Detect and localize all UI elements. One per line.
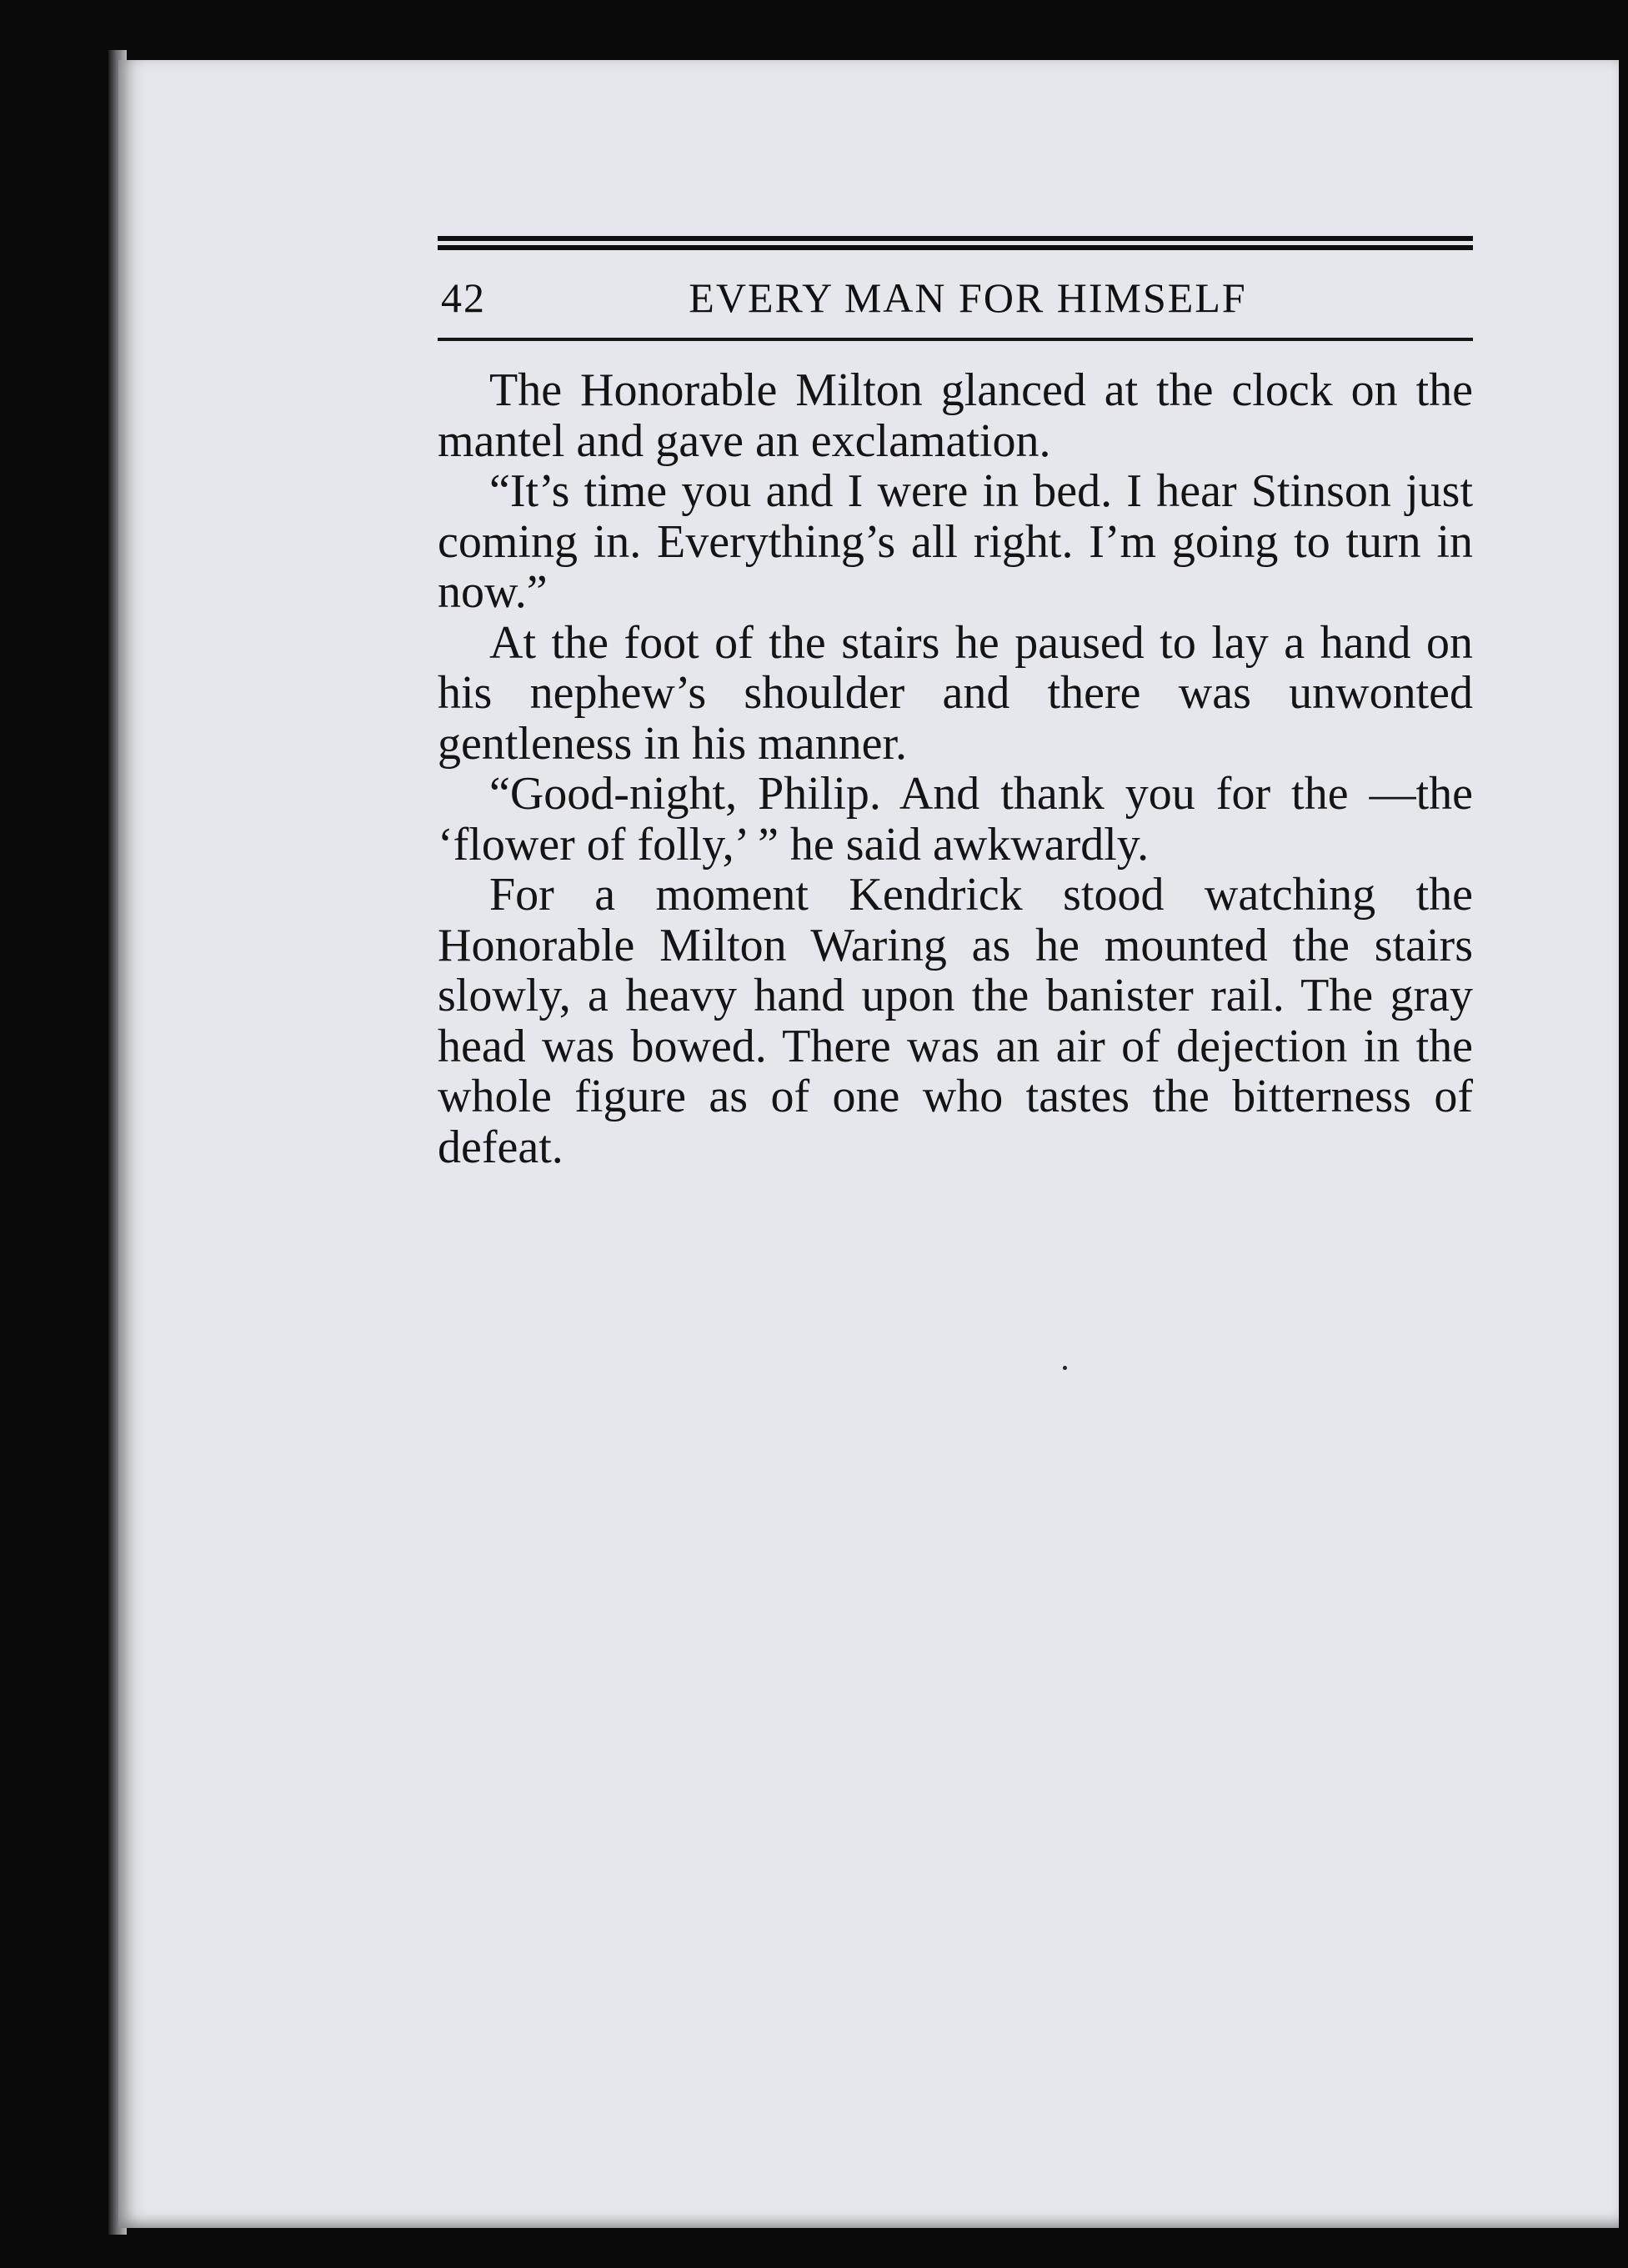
page-number: 42 [441, 274, 486, 321]
paragraph-3: At the foot of the stairs he paused to lay a hand on his nephew’s shoulder and there was unwonted gentleness in his manner. [438, 616, 1473, 770]
paragraph-2: “It’s time you and I were in bed. I hear Stinson just coming in. Everything’s all right. I’m going to turn in now.” [438, 465, 1473, 618]
ink-speck [1063, 1366, 1067, 1370]
header-rule-bottom [438, 245, 1473, 250]
running-head [438, 265, 1473, 327]
header-double-rule [438, 236, 1473, 251]
body-text [438, 365, 1473, 1172]
paragraph-4: “Good-night, Philip. And thank you for the —the ‘flower of folly,’ ” he said awkwardly. [438, 768, 1473, 871]
header-underline-rule [438, 338, 1473, 341]
running-title: EVERY MAN FOR HIMSELF [689, 274, 1247, 321]
paragraph-1: The Honorable Milton glanced at the clock on the mantel and gave an exclamation. [438, 364, 1473, 467]
header-rule-top [438, 236, 1473, 241]
paragraph-5: For a moment Kendrick stood watching the Honorable Milton Waring as he mounted the stairs slowly, a heavy hand upon the banister rail. The gray head was bowed. There was an air of dejection in the whole figure as of one who tastes the bitterness of defeat. [438, 869, 1473, 1173]
